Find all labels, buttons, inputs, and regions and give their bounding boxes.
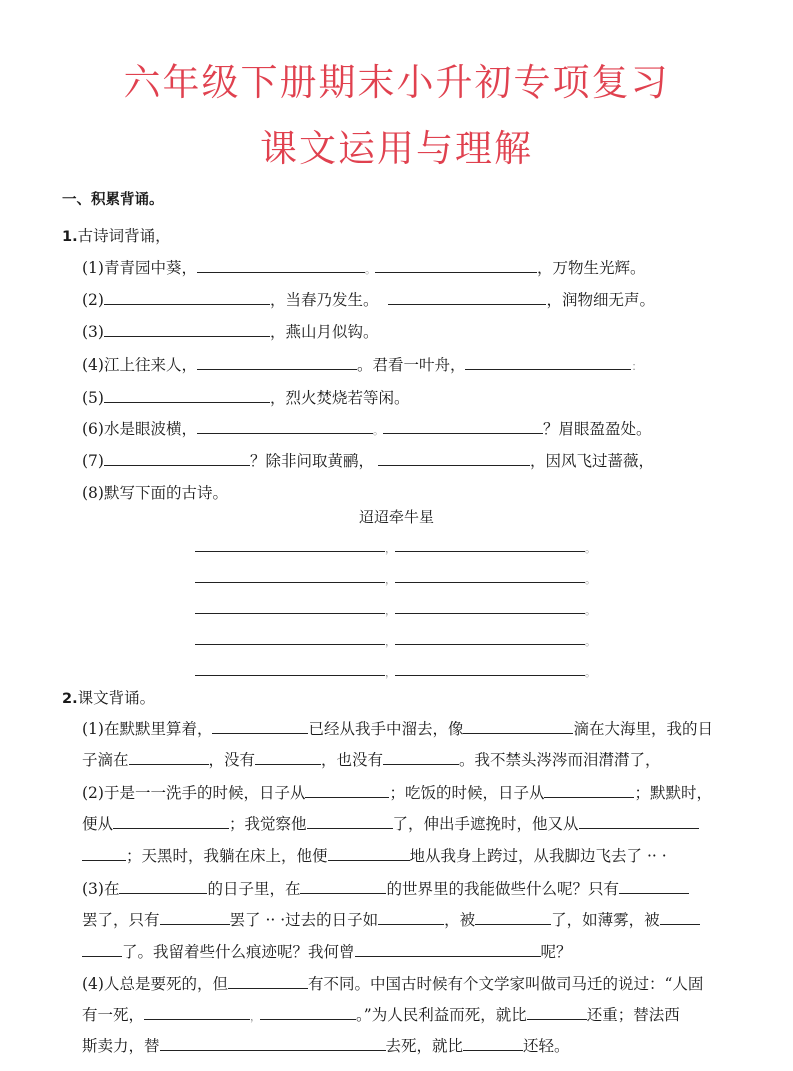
answer-blank[interactable] bbox=[378, 909, 444, 925]
answer-blank[interactable] bbox=[82, 845, 126, 861]
poem-line bbox=[195, 629, 595, 649]
passage-3-line-2 bbox=[82, 909, 700, 930]
passage-text: 了，伸出手遮挽时，他又从 bbox=[392, 815, 579, 833]
item-3 bbox=[82, 321, 378, 342]
passage-1-line-2 bbox=[82, 749, 661, 770]
answer-blank[interactable] bbox=[195, 598, 385, 614]
passage-text: ；吃饭的时候，日子从 bbox=[389, 784, 545, 802]
passage-text: 还轻。 bbox=[523, 1037, 570, 1055]
answer-blank[interactable] bbox=[475, 909, 551, 925]
item-8 bbox=[82, 483, 228, 503]
answer-blank[interactable] bbox=[195, 536, 385, 552]
answer-blank[interactable] bbox=[197, 418, 373, 434]
item-text: ，因风飞过蔷薇， bbox=[529, 452, 654, 470]
passage-text: (2)于是一一洗手的时候，日子从 bbox=[82, 784, 306, 802]
answer-blank[interactable] bbox=[195, 567, 385, 583]
answer-blank[interactable] bbox=[395, 536, 585, 552]
passage-text: 还重；替法西 bbox=[586, 1006, 680, 1024]
passage-text: 有一死， bbox=[82, 1006, 145, 1024]
item-2 bbox=[82, 289, 655, 310]
passage-text: 了。我留着些什么痕迹呢？我何曾 bbox=[122, 943, 355, 961]
answer-blank[interactable] bbox=[197, 257, 365, 273]
answer-blank[interactable] bbox=[465, 354, 631, 370]
answer-blank[interactable] bbox=[660, 909, 700, 925]
page-title: 六年级下册期末小升初专项复习 bbox=[123, 61, 670, 104]
passage-3-line-3 bbox=[82, 941, 572, 962]
answer-blank[interactable] bbox=[104, 387, 270, 403]
passage-text: ；我觉察他 bbox=[229, 815, 307, 833]
item-1 bbox=[82, 257, 645, 280]
passage-2-line-3 bbox=[82, 845, 667, 866]
passage-text: 有不同。中国古时候有个文学家叫做司马迁的说过：“人固 bbox=[307, 975, 704, 993]
answer-blank[interactable] bbox=[579, 813, 699, 829]
poem-line bbox=[195, 660, 595, 680]
passage-text: ，没有 bbox=[208, 751, 256, 769]
punct-mark: 。 bbox=[585, 573, 596, 586]
answer-blank[interactable] bbox=[212, 718, 308, 734]
item-text: (8)默写下面的古诗。 bbox=[82, 484, 228, 502]
item-6 bbox=[82, 418, 651, 441]
answer-blank[interactable] bbox=[395, 660, 585, 676]
item-4 bbox=[82, 354, 641, 377]
answer-blank[interactable] bbox=[104, 450, 250, 466]
question-1 bbox=[62, 226, 171, 247]
answer-blank[interactable] bbox=[388, 289, 546, 305]
passage-1-line-1 bbox=[82, 718, 713, 739]
passage-text: (4)人总是要死的，但 bbox=[82, 975, 228, 993]
passage-4-line-3 bbox=[82, 1035, 570, 1056]
poem-title: 迢迢牵牛星 bbox=[358, 508, 434, 526]
answer-blank[interactable] bbox=[395, 567, 585, 583]
poem-line bbox=[195, 567, 595, 587]
item-text: ，烈火焚烧若等闲。 bbox=[269, 389, 410, 407]
answer-blank[interactable] bbox=[113, 813, 229, 829]
passage-text: 罢了 ·· ·过去的日子如 bbox=[229, 911, 379, 929]
passage-text: 子滴在 bbox=[82, 751, 129, 769]
punct-mark: 。 bbox=[585, 635, 596, 648]
item-text: ，万物生光辉。 bbox=[536, 259, 646, 277]
passage-text: 的世界里的我能做些什么呢？只有 bbox=[386, 880, 619, 898]
passage-text: ；默默时， bbox=[634, 784, 712, 802]
answer-blank[interactable] bbox=[463, 718, 573, 734]
item-text: (7) bbox=[82, 452, 104, 470]
answer-blank[interactable] bbox=[395, 598, 585, 614]
question-2 bbox=[62, 688, 155, 709]
punct-mark: ， bbox=[385, 573, 396, 586]
answer-blank[interactable] bbox=[378, 450, 530, 466]
punct-mark: 。 bbox=[585, 666, 596, 679]
answer-blank[interactable] bbox=[104, 321, 270, 337]
passage-4-line-1 bbox=[82, 973, 703, 994]
answer-blank[interactable] bbox=[160, 909, 230, 925]
passage-text: 。”为人民利益而死，就比 bbox=[356, 1006, 527, 1024]
section-heading: 一、积累背诵。 bbox=[62, 192, 164, 208]
answer-blank[interactable] bbox=[197, 354, 357, 370]
answer-blank[interactable] bbox=[375, 257, 537, 273]
punct-mark: ， bbox=[385, 542, 396, 555]
punct-mark: ， bbox=[385, 635, 396, 648]
passage-text: 。我不禁头涔涔而泪潸潸了， bbox=[459, 751, 661, 769]
answer-blank[interactable] bbox=[383, 749, 459, 765]
punct-mark: 。 bbox=[585, 604, 596, 617]
punct-mark: 。 bbox=[364, 263, 376, 276]
item-text: 。君看一叶舟， bbox=[356, 356, 466, 374]
answer-blank[interactable] bbox=[82, 941, 122, 957]
passage-text: 了，如薄雾，被 bbox=[551, 911, 660, 929]
item-text: (1)青青园中葵， bbox=[82, 259, 197, 277]
answer-blank[interactable] bbox=[395, 629, 585, 645]
answer-blank[interactable] bbox=[129, 749, 209, 765]
item-text: ？眉眼盈盈处。 bbox=[542, 420, 652, 438]
passage-text: 地从我身上跨过，从我脚边飞去了 ·· · bbox=[409, 847, 667, 865]
passage-text: (1)在默默里算着， bbox=[82, 720, 213, 738]
answer-blank[interactable] bbox=[463, 1035, 523, 1051]
answer-blank[interactable] bbox=[527, 1004, 587, 1020]
item-text: (6)水是眼波横， bbox=[82, 420, 197, 438]
answer-blank[interactable] bbox=[144, 1004, 250, 1020]
passage-text: 的日子里，在 bbox=[207, 880, 301, 898]
item-5 bbox=[82, 387, 409, 408]
punct-mark: 。 bbox=[372, 424, 384, 437]
passage-text: ，被 bbox=[444, 911, 476, 929]
question-text: 课文背诵。 bbox=[77, 689, 156, 707]
answer-blank[interactable] bbox=[195, 660, 385, 676]
answer-blank[interactable] bbox=[355, 941, 541, 957]
passage-text: (3)在 bbox=[82, 880, 120, 898]
passage-text: 罢了，只有 bbox=[82, 911, 160, 929]
answer-blank[interactable] bbox=[260, 1004, 356, 1020]
answer-blank[interactable] bbox=[544, 782, 634, 798]
punct-mark: ， bbox=[250, 1010, 262, 1023]
poem-line bbox=[195, 536, 595, 556]
passage-text: ，也没有 bbox=[321, 751, 384, 769]
passage-text: ；天黑时，我躺在床上，他便 bbox=[126, 847, 328, 865]
answer-blank[interactable] bbox=[119, 878, 207, 894]
punct-mark: ， bbox=[385, 604, 396, 617]
passage-text: 斯卖力，替 bbox=[82, 1037, 160, 1055]
item-text: ，润物细无声。 bbox=[546, 291, 655, 309]
answer-blank[interactable] bbox=[307, 813, 393, 829]
item-text: (4)江上往来人， bbox=[82, 356, 197, 374]
answer-blank[interactable] bbox=[300, 878, 386, 894]
item-text: (2) bbox=[82, 291, 104, 309]
question-text: 古诗词背诵， bbox=[77, 227, 171, 245]
punct-mark: 。 bbox=[585, 542, 596, 555]
item-text: ？除非问取黄鹂， bbox=[249, 452, 374, 470]
passage-4-line-2 bbox=[82, 1004, 680, 1027]
answer-blank[interactable] bbox=[383, 418, 543, 434]
answer-blank[interactable] bbox=[228, 973, 308, 989]
answer-blank[interactable] bbox=[160, 1035, 386, 1051]
passage-text: 已经从我手中溜去，像 bbox=[308, 720, 464, 738]
punct-mark: ， bbox=[385, 666, 396, 679]
passage-2-line-2 bbox=[82, 813, 699, 834]
passage-text: 呢？ bbox=[540, 943, 572, 961]
passage-2-line-1 bbox=[82, 782, 712, 803]
item-text: ，当春乃发生。 bbox=[269, 291, 379, 309]
answer-blank[interactable] bbox=[328, 845, 410, 861]
page-subtitle: 课文运用与理解 bbox=[260, 127, 533, 170]
punct-mark: ： bbox=[631, 360, 643, 373]
item-7 bbox=[82, 450, 654, 471]
answer-blank[interactable] bbox=[619, 878, 689, 894]
passage-3-line-1 bbox=[82, 878, 689, 899]
answer-blank[interactable] bbox=[255, 749, 321, 765]
item-text: ，燕山月似钩。 bbox=[269, 323, 379, 341]
item-text: (5) bbox=[82, 389, 104, 407]
answer-blank[interactable] bbox=[305, 782, 389, 798]
item-text: (3) bbox=[82, 323, 104, 341]
passage-text: 滴在大海里，我的日 bbox=[573, 720, 713, 738]
question-number: 2. bbox=[62, 691, 78, 707]
passage-text: 便从 bbox=[82, 815, 114, 833]
passage-text: 去死，就比 bbox=[385, 1037, 464, 1055]
poem-line bbox=[195, 598, 595, 618]
answer-blank[interactable] bbox=[104, 289, 270, 305]
answer-blank[interactable] bbox=[195, 629, 385, 645]
question-number: 1. bbox=[62, 229, 78, 245]
